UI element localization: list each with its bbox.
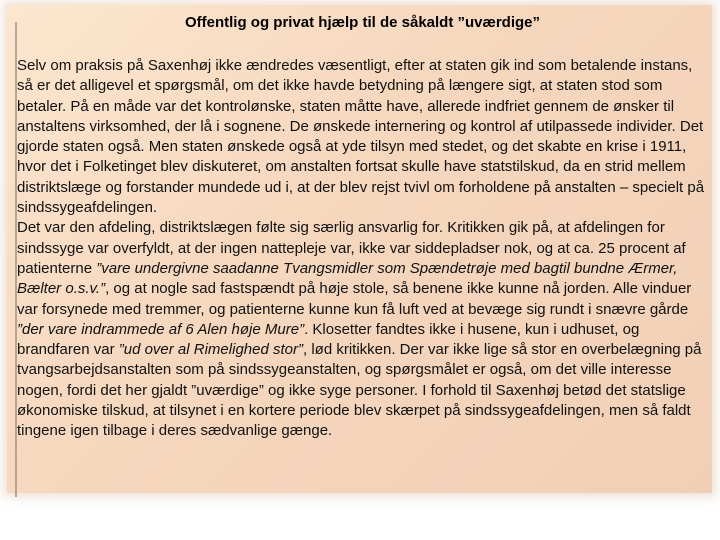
paragraph-2-part-1: Det var den afdeling, distriktslægen følte sig særlig ansvarlig for. Kritikken gik på, at afdelingen for sindssyge var overfyldt, at der ingen nattepleje var, ikke var siddepladser nok, og at ca. 25 procent af patienterne xyxy=(17,219,686,277)
paragraph-2 xyxy=(17,218,707,441)
paragraph-2-part-4: , lød kritikken. Der var ikke lige så stor en overbelægning på tvangsarbejdsanstalten som på sindssygeanstalten, og spørgsmålet er også, om det ville interesse nogen, fordi det her gjaldt ”uværdige” og ikke syge personer. I forhold til Saxenhøj betød det statslige økonomiske tilskud, at tilsynet i en kortere periode blev skærpet på sindssygeafdelingen, men så faldt tingene igen tilbage i deres sædvanlige gænge. xyxy=(17,341,702,440)
quote-1: ”vare undergivne saadanne Tvangsmidler som Spændetrøje med bagtil bundne Ærmer, Bælter o.s.v.” xyxy=(17,259,678,298)
slide-title: Offentlig og privat hjælp til de såkaldt ”uværdige” xyxy=(184,14,541,31)
quote-3: ”ud over al Rimelighed stor” xyxy=(118,341,303,359)
quote-2: ”der vare indrammede af 6 Alen høje Mure” xyxy=(17,320,305,338)
paragraph-1: Selv om praksis på Saxenhøj ikke ændredes væsentligt, efter at staten gik ind som betalende instans, så er det alligevel et spørgsmål, om det ikke havde betydning på længere sigt, at staten stod som betaler. På en måde var det kontrolønske, staten måtte have, allerede indfriet gennem de ønsker til anstaltens virksomhed, der lå i sognene. De ønskede internering og kontrol af utilpassede individer. Det gjorde staten også. Men staten ønskede også at yde tilsyn med stedet, og det skabte en krise i 1911, hvor det i Folketinget blev diskuteret, om anstalten fortsat skulle have statstilskud, da en strid mellem distriktslæge og forstander mundede ud i, at der blev rejst tvivl om forholdene på anstalten – specielt på sindssygeafdelingen. xyxy=(17,57,705,217)
paragraph-2-part-3: . Klosetter fandtes ikke i husene, kun i udhuset, og brandfaren var xyxy=(17,320,640,359)
paragraph-2-part-2: , og at nogle sad fastspændt på høje stole, så benene ikke kunne nå jorden. Alle vinduer var forsynede med tremmer, og patienterne kunne kun få luft ved at bevæge sig rundt i snævre gårde xyxy=(17,280,692,318)
body-text xyxy=(17,56,707,442)
